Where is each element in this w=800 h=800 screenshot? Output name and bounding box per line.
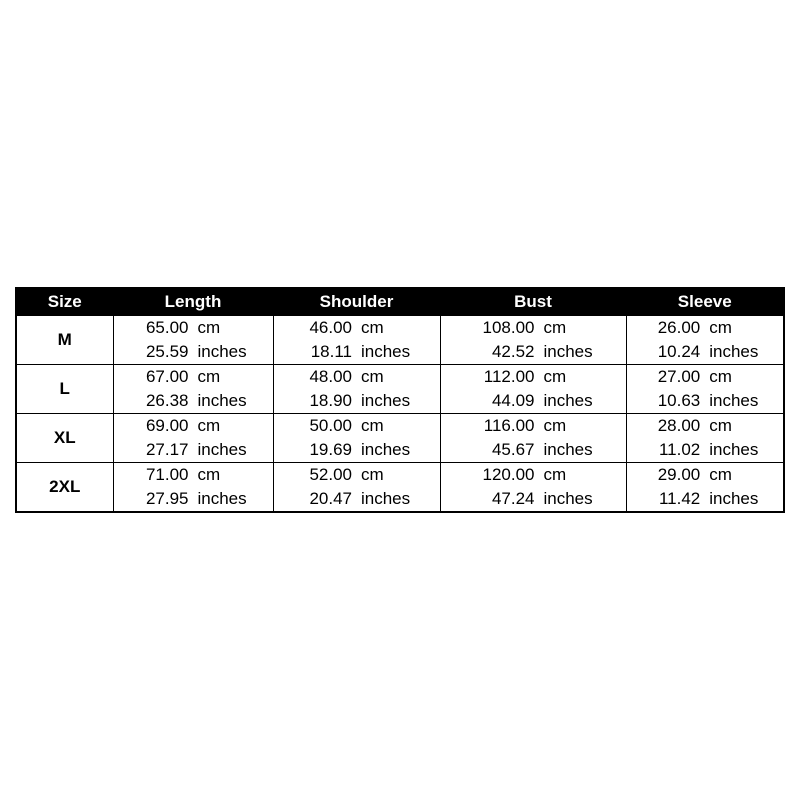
bust-cm-value: 108.00 bbox=[482, 317, 535, 337]
length-cm-value: 65.00 bbox=[145, 317, 189, 337]
shoulder-in-unit: inches bbox=[361, 488, 411, 508]
shoulder-in-unit: inches bbox=[361, 390, 411, 410]
sleeve-in-value: 10.63 bbox=[657, 390, 701, 410]
sleeve-cm-line bbox=[627, 463, 784, 487]
sleeve-cm-unit: cm bbox=[709, 415, 732, 435]
length-cm-unit: cm bbox=[197, 317, 221, 337]
table-row bbox=[16, 315, 784, 364]
sleeve-in-value: 11.42 bbox=[658, 488, 701, 508]
shoulder-cm-unit: cm bbox=[361, 415, 384, 435]
size-cell: 2XL bbox=[16, 462, 113, 512]
bust-cell bbox=[440, 462, 626, 512]
header-bust: Bust bbox=[440, 288, 626, 315]
header-length: Length bbox=[113, 288, 273, 315]
shoulder-in-unit: inches bbox=[361, 439, 411, 459]
bust-cm-line bbox=[441, 463, 626, 487]
bust-cm-unit: cm bbox=[543, 415, 567, 435]
shoulder-cm-line bbox=[274, 365, 440, 389]
bust-cm-line bbox=[441, 316, 626, 340]
length-cm-value: 69.00 bbox=[145, 415, 189, 435]
sleeve-cm-line bbox=[627, 316, 784, 340]
length-in-unit: inches bbox=[197, 341, 247, 361]
bust-in-line bbox=[441, 487, 626, 511]
shoulder-cm-value: 48.00 bbox=[309, 366, 352, 386]
sleeve-cm-unit: cm bbox=[709, 366, 732, 386]
sleeve-cm-value: 26.00 bbox=[657, 317, 701, 337]
length-cm-line bbox=[114, 365, 273, 389]
length-cell bbox=[113, 462, 273, 512]
shoulder-in-line bbox=[274, 487, 440, 511]
header-sleeve: Sleeve bbox=[626, 288, 784, 315]
shoulder-in-line bbox=[274, 340, 440, 364]
sleeve-in-line bbox=[627, 389, 784, 413]
length-cm-value: 71.00 bbox=[145, 464, 189, 484]
bust-cm-unit: cm bbox=[543, 366, 567, 386]
sleeve-cm-unit: cm bbox=[709, 317, 732, 337]
bust-in-unit: inches bbox=[543, 488, 593, 508]
sleeve-cm-value: 28.00 bbox=[657, 415, 701, 435]
header-row bbox=[16, 288, 784, 315]
shoulder-in-value: 19.69 bbox=[309, 439, 352, 459]
bust-in-line bbox=[441, 438, 626, 462]
shoulder-in-value: 18.11 bbox=[310, 341, 352, 361]
length-in-unit: inches bbox=[197, 390, 247, 410]
size-cell: XL bbox=[16, 413, 113, 462]
sleeve-in-line bbox=[627, 487, 784, 511]
bust-cm-value: 112.00 bbox=[483, 366, 535, 386]
length-in-line bbox=[114, 389, 273, 413]
shoulder-cm-line bbox=[274, 414, 440, 438]
shoulder-cm-value: 46.00 bbox=[309, 317, 352, 337]
bust-in-value: 45.67 bbox=[491, 439, 535, 459]
length-cell bbox=[113, 364, 273, 413]
bust-cm-value: 120.00 bbox=[482, 464, 535, 484]
length-cm-line bbox=[114, 463, 273, 487]
length-cm-unit: cm bbox=[197, 464, 221, 484]
bust-cm-value: 116.00 bbox=[483, 415, 535, 435]
table-body bbox=[16, 315, 784, 512]
sleeve-in-line bbox=[627, 438, 784, 462]
length-in-unit: inches bbox=[197, 439, 247, 459]
shoulder-cell bbox=[273, 413, 440, 462]
length-in-line bbox=[114, 438, 273, 462]
length-in-unit: inches bbox=[197, 488, 247, 508]
bust-in-line bbox=[441, 340, 626, 364]
bust-cm-unit: cm bbox=[543, 464, 567, 484]
bust-in-value: 47.24 bbox=[491, 488, 535, 508]
shoulder-in-value: 18.90 bbox=[309, 390, 352, 410]
sleeve-cm-value: 29.00 bbox=[657, 464, 701, 484]
length-in-line bbox=[114, 487, 273, 511]
size-cell: M bbox=[16, 315, 113, 364]
bust-in-line bbox=[441, 389, 626, 413]
header-shoulder: Shoulder bbox=[273, 288, 440, 315]
bust-in-value: 44.09 bbox=[491, 390, 535, 410]
shoulder-cell bbox=[273, 315, 440, 364]
length-in-value: 27.95 bbox=[145, 488, 189, 508]
shoulder-cm-value: 50.00 bbox=[309, 415, 352, 435]
bust-cell bbox=[440, 413, 626, 462]
shoulder-cm-line bbox=[274, 463, 440, 487]
shoulder-in-value: 20.47 bbox=[309, 488, 352, 508]
header-size: Size bbox=[16, 288, 113, 315]
shoulder-cm-line bbox=[274, 316, 440, 340]
sleeve-in-unit: inches bbox=[709, 439, 759, 459]
length-in-value: 27.17 bbox=[145, 439, 189, 459]
length-cell bbox=[113, 413, 273, 462]
sleeve-cm-value: 27.00 bbox=[657, 366, 701, 386]
bust-in-unit: inches bbox=[543, 341, 593, 361]
sleeve-in-value: 11.02 bbox=[658, 439, 701, 459]
length-in-value: 25.59 bbox=[145, 341, 189, 361]
bust-in-unit: inches bbox=[543, 390, 593, 410]
sleeve-in-unit: inches bbox=[709, 488, 759, 508]
sleeve-cell bbox=[626, 413, 784, 462]
table-row bbox=[16, 364, 784, 413]
shoulder-cm-unit: cm bbox=[361, 366, 384, 386]
length-cell bbox=[113, 315, 273, 364]
sleeve-cm-unit: cm bbox=[709, 464, 732, 484]
table-row bbox=[16, 462, 784, 512]
sleeve-cell bbox=[626, 364, 784, 413]
bust-in-value: 42.52 bbox=[491, 341, 535, 361]
shoulder-cm-value: 52.00 bbox=[309, 464, 352, 484]
bust-cm-line bbox=[441, 414, 626, 438]
size-chart-table bbox=[15, 287, 785, 513]
size-cell: L bbox=[16, 364, 113, 413]
length-cm-value: 67.00 bbox=[145, 366, 189, 386]
shoulder-in-unit: inches bbox=[361, 341, 411, 361]
bust-cell bbox=[440, 315, 626, 364]
sleeve-cell bbox=[626, 462, 784, 512]
length-in-line bbox=[114, 340, 273, 364]
sleeve-in-line bbox=[627, 340, 784, 364]
sleeve-in-unit: inches bbox=[709, 390, 759, 410]
sleeve-cell bbox=[626, 315, 784, 364]
sleeve-in-unit: inches bbox=[709, 341, 759, 361]
shoulder-cell bbox=[273, 462, 440, 512]
sleeve-in-value: 10.24 bbox=[657, 341, 701, 361]
shoulder-in-line bbox=[274, 438, 440, 462]
shoulder-cell bbox=[273, 364, 440, 413]
length-in-value: 26.38 bbox=[145, 390, 189, 410]
sleeve-cm-line bbox=[627, 414, 784, 438]
bust-cm-line bbox=[441, 365, 626, 389]
shoulder-cm-unit: cm bbox=[361, 464, 384, 484]
table-row bbox=[16, 413, 784, 462]
length-cm-unit: cm bbox=[197, 366, 221, 386]
bust-in-unit: inches bbox=[543, 439, 593, 459]
bust-cm-unit: cm bbox=[543, 317, 567, 337]
sleeve-cm-line bbox=[627, 365, 784, 389]
table-header bbox=[16, 288, 784, 315]
shoulder-in-line bbox=[274, 389, 440, 413]
length-cm-unit: cm bbox=[197, 415, 221, 435]
shoulder-cm-unit: cm bbox=[361, 317, 384, 337]
length-cm-line bbox=[114, 316, 273, 340]
length-cm-line bbox=[114, 414, 273, 438]
bust-cell bbox=[440, 364, 626, 413]
